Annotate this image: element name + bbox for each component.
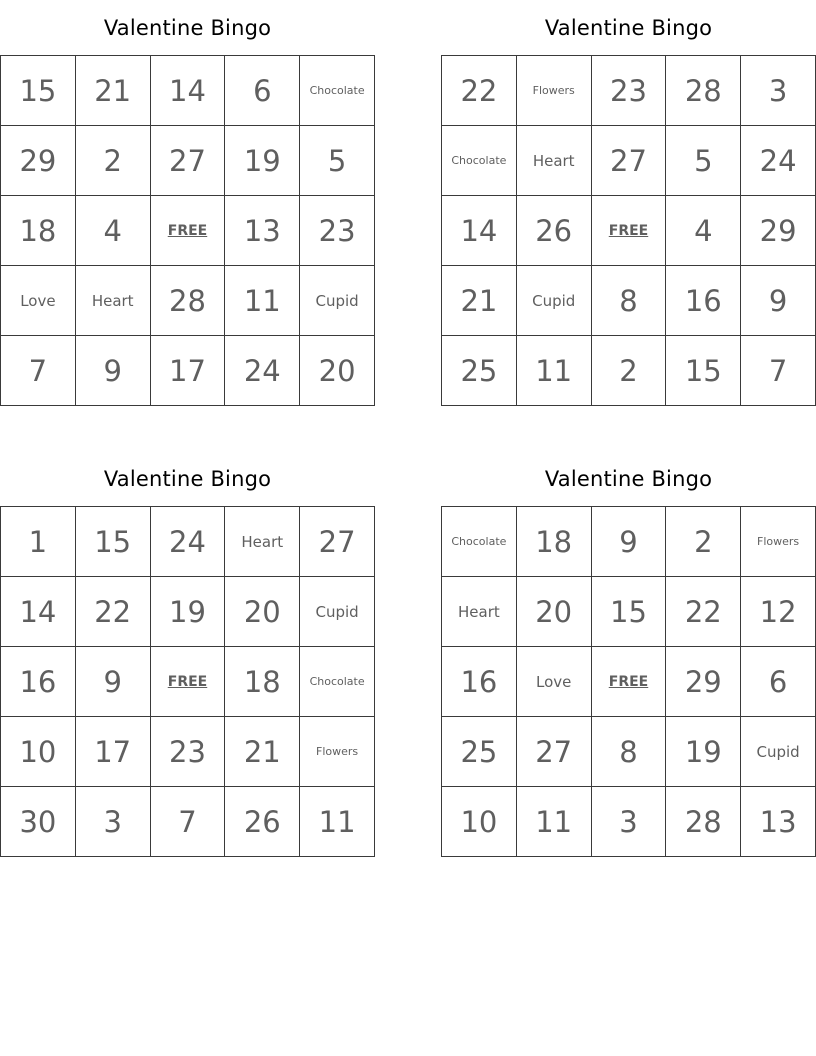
bingo-cell: 7: [151, 787, 226, 857]
bingo-cell: Chocolate: [442, 507, 517, 577]
bingo-cell: 9: [592, 507, 667, 577]
bingo-cell: Flowers: [741, 507, 816, 577]
bingo-cell: 20: [225, 577, 300, 647]
bingo-cell: 24: [225, 336, 300, 406]
bingo-cell: 18: [517, 507, 592, 577]
bingo-cell: 29: [666, 647, 741, 717]
bingo-cell: 11: [517, 336, 592, 406]
bingo-cell: 2: [76, 126, 151, 196]
bingo-cell: 18: [1, 196, 76, 266]
bingo-cell: Heart: [76, 266, 151, 336]
bingo-cell: 10: [1, 717, 76, 787]
bingo-cell: 5: [666, 126, 741, 196]
bingo-cell: 27: [300, 507, 375, 577]
bingo-cell: Chocolate: [300, 56, 375, 126]
bingo-cell: 11: [517, 787, 592, 857]
bingo-cell: Cupid: [300, 577, 375, 647]
bingo-cell: 9: [76, 336, 151, 406]
bingo-cell: 15: [1, 56, 76, 126]
bingo-cell: 3: [592, 787, 667, 857]
bingo-grid: [0, 506, 375, 857]
bingo-cell: Heart: [442, 577, 517, 647]
bingo-cell: 1: [1, 507, 76, 577]
bingo-grid: [0, 55, 375, 406]
bingo-cell: 21: [76, 56, 151, 126]
bingo-cell: 17: [151, 336, 226, 406]
bingo-cell: 27: [592, 126, 667, 196]
bingo-cell: 2: [592, 336, 667, 406]
bingo-cell: 6: [741, 647, 816, 717]
bingo-cell: 4: [666, 196, 741, 266]
bingo-cell: 25: [442, 717, 517, 787]
bingo-cell: 12: [741, 577, 816, 647]
bingo-cell: 29: [1, 126, 76, 196]
bingo-cell: 26: [225, 787, 300, 857]
bingo-cell: 15: [76, 507, 151, 577]
bingo-cell: 28: [151, 266, 226, 336]
bingo-cell: Flowers: [517, 56, 592, 126]
bingo-cell: 9: [76, 647, 151, 717]
bingo-cell: 20: [300, 336, 375, 406]
bingo-cell: Heart: [225, 507, 300, 577]
bingo-cell: 22: [442, 56, 517, 126]
bingo-cell: 30: [1, 787, 76, 857]
bingo-cell: 14: [1, 577, 76, 647]
card-title: Valentine Bingo: [103, 467, 272, 491]
bingo-cell: 14: [151, 56, 226, 126]
bingo-cell: 13: [741, 787, 816, 857]
bingo-cell: 15: [666, 336, 741, 406]
bingo-cell: 20: [517, 577, 592, 647]
bingo-cell: 13: [225, 196, 300, 266]
bingo-cell: 16: [442, 647, 517, 717]
card-title: Valentine Bingo: [544, 467, 713, 491]
bingo-cell: Cupid: [741, 717, 816, 787]
bingo-cell: 7: [741, 336, 816, 406]
bingo-cell: 5: [300, 126, 375, 196]
bingo-cell: 11: [300, 787, 375, 857]
bingo-cell: 22: [666, 577, 741, 647]
bingo-cell: 2: [666, 507, 741, 577]
bingo-cell: Flowers: [300, 717, 375, 787]
bingo-cell: 19: [151, 577, 226, 647]
bingo-cell: 16: [666, 266, 741, 336]
bingo-cell: 22: [76, 577, 151, 647]
bingo-cell: 24: [741, 126, 816, 196]
bingo-cell: 29: [741, 196, 816, 266]
bingo-cell: 3: [76, 787, 151, 857]
bingo-grid: [441, 55, 816, 406]
bingo-cell: 27: [517, 717, 592, 787]
bingo-cell: 16: [1, 647, 76, 717]
bingo-cell: 8: [592, 266, 667, 336]
bingo-cell: 24: [151, 507, 226, 577]
bingo-grid: [441, 506, 816, 857]
bingo-cell: 3: [741, 56, 816, 126]
bingo-cell: 23: [300, 196, 375, 266]
bingo-cell: Chocolate: [442, 126, 517, 196]
bingo-cell: Love: [1, 266, 76, 336]
bingo-cell: 21: [442, 266, 517, 336]
bingo-cell: Chocolate: [300, 647, 375, 717]
bingo-cell: 27: [151, 126, 226, 196]
bingo-cell: Cupid: [300, 266, 375, 336]
card-title: Valentine Bingo: [544, 16, 713, 40]
bingo-cell: 23: [592, 56, 667, 126]
bingo-cell: 28: [666, 56, 741, 126]
bingo-cell: 10: [442, 787, 517, 857]
bingo-cell: Love: [517, 647, 592, 717]
bingo-cell: 26: [517, 196, 592, 266]
free-space-cell: FREE: [592, 647, 667, 717]
bingo-cell: 6: [225, 56, 300, 126]
free-space-cell: FREE: [592, 196, 667, 266]
bingo-cell: 15: [592, 577, 667, 647]
bingo-cell: 21: [225, 717, 300, 787]
bingo-cell: 9: [741, 266, 816, 336]
bingo-cell: Cupid: [517, 266, 592, 336]
bingo-cell: 19: [225, 126, 300, 196]
bingo-cell: 18: [225, 647, 300, 717]
bingo-cell: 14: [442, 196, 517, 266]
free-space-cell: FREE: [151, 647, 226, 717]
bingo-cell: 25: [442, 336, 517, 406]
free-space-cell: FREE: [151, 196, 226, 266]
bingo-cell: 7: [1, 336, 76, 406]
bingo-cell: 19: [666, 717, 741, 787]
bingo-cell: Heart: [517, 126, 592, 196]
bingo-cell: 28: [666, 787, 741, 857]
bingo-cell: 11: [225, 266, 300, 336]
bingo-cell: 17: [76, 717, 151, 787]
bingo-cell: 4: [76, 196, 151, 266]
bingo-cell: 23: [151, 717, 226, 787]
bingo-cell: 8: [592, 717, 667, 787]
card-title: Valentine Bingo: [103, 16, 272, 40]
